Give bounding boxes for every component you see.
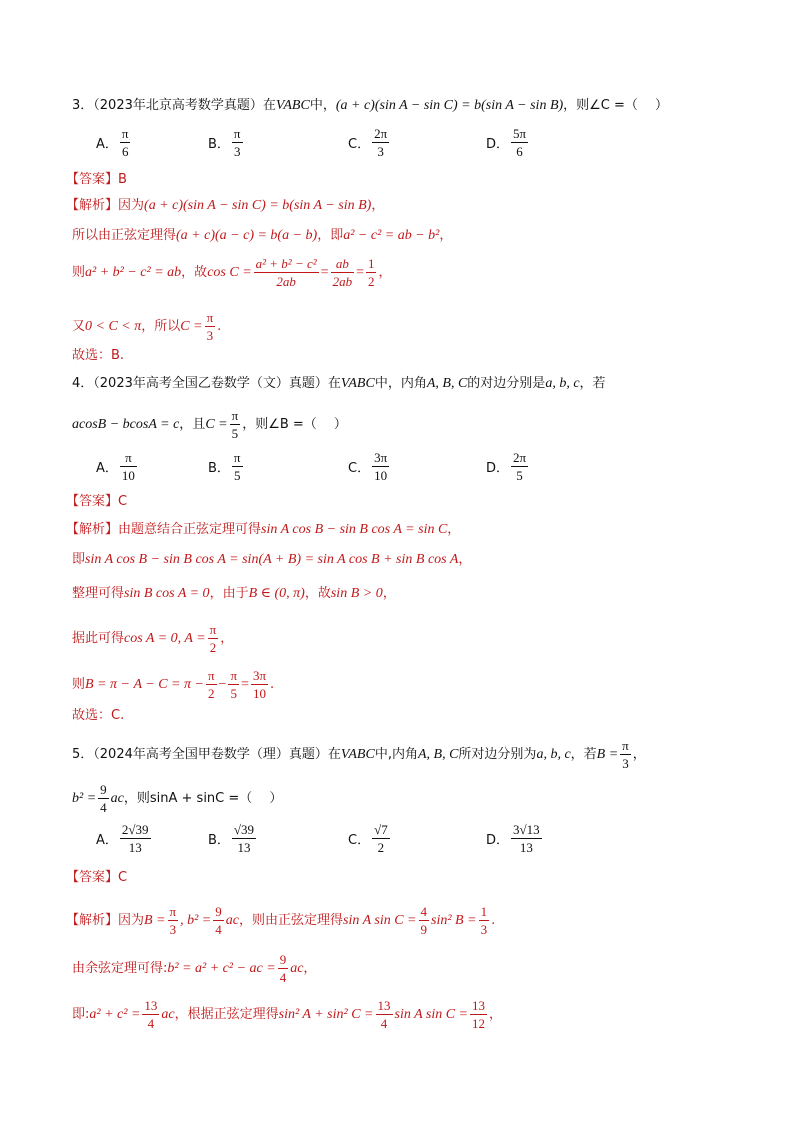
q4-analysis-4: 据此可得cos A = 0, A = $\frac{\pi}{2}$ ，: [72, 622, 234, 655]
q5-analysis-2: 由余弦定理可得:b² = a² + c² − ac = $\frac{9}{4}$ ac，: [72, 952, 317, 985]
option-label: A．: [96, 461, 118, 476]
option-label: D．: [486, 137, 510, 152]
q3-analysis-1: 【解析】因为(a + c)(sin A − sin C) = b(sin A − sin B)，: [66, 198, 385, 213]
q3-ask: ，则∠C =（ ）: [563, 98, 669, 113]
q3-option-b[interactable]: [208, 126, 245, 159]
q4-analysis-3: 整理可得sin B cos A = 0，由于B ∈ (0, π)，故sin B > 0，: [72, 586, 396, 601]
option-label: D．: [486, 833, 510, 848]
option-label: C．: [348, 461, 371, 476]
q5-option-a[interactable]: [96, 822, 153, 855]
option-frac: $\frac{2√39}{13}$: [121, 822, 149, 855]
option-frac: $\frac{3\pi}{10}$: [374, 450, 388, 483]
q4-analysis-1: 【解析】由题意结合正弦定理可得sin A cos B − sin B cos A = sin C，: [66, 522, 461, 537]
option-label: C．: [348, 833, 371, 848]
q3-stem: [72, 96, 668, 116]
q3-analysis-2: 所以由正弦定理得(a + c)(a − c) = b(a − b)，即a² − c² = ab − b²，: [72, 228, 453, 243]
q3-option-d[interactable]: [486, 126, 530, 159]
option-frac: $\frac{√7}{2}$: [374, 822, 388, 855]
q3-analysis-3: 则a² + b² − c² = ab，故cos C = $\frac{\text{a² + b² − c²}}{2ab}$ = $\frac{ab}{2ab}$ = $\frac{1}{2}$ ，: [72, 256, 392, 289]
option-label: C．: [348, 137, 371, 152]
q4-stem-1: 4．（2023年高考全国乙卷数学（文）真题）在VABC中，内角A, B, C的对边分别是a, b, c，若: [72, 376, 606, 391]
q4-option-c[interactable]: [348, 450, 391, 483]
option-label: A．: [96, 833, 118, 848]
q5-analysis-1: 【解析】因为B = $\frac{\pi}{3}$ , b² = $\frac{9}{4}$ ac，则由正弦定理得sin A sin C = $\frac{4}{9}$ sin² B = $\frac{1}{3}$ .: [66, 904, 496, 937]
option-frac: $\frac{\pi}{5}$: [233, 450, 241, 483]
option-label: B．: [208, 461, 230, 476]
q5-stem-1: 5．（2024年高考全国甲卷数学（理）真题）在VABC中,内角A, B, C所对边分别为a, b, c，若B = $\frac{\pi}{3}$ ，: [72, 738, 646, 771]
q3-option-a[interactable]: [96, 126, 132, 159]
q5-analysis-3: 即:a² + c² = $\frac{13}{4}$ ac，根据正弦定理得sin² A + sin² C = $\frac{13}{4}$ sin A sin C = $\frac{13}{12}$ ，: [72, 998, 503, 1031]
q5-answer: 【答案】C: [66, 870, 128, 885]
option-frac: $\frac{\pi}{6}$: [121, 126, 129, 159]
q3-mid: 中，: [309, 98, 336, 113]
q5-stem-2: b² = $\frac{9}{4}$ ac，则sinA + sinC =（ ）: [72, 782, 283, 815]
q3-source: 3．（2023年北京高考数学真题）在: [72, 98, 276, 113]
option-frac: $\frac{\pi}{10}$: [121, 450, 135, 483]
q4-option-d[interactable]: [486, 450, 530, 483]
option-frac: $\frac{2\pi}{5}$: [513, 450, 527, 483]
q4-option-b[interactable]: [208, 450, 245, 483]
q4-analysis-5: 则B = π − A − C = π − $\frac{\pi}{2}$ − $\frac{\pi}{5}$ = $\frac{3\pi}{10}$ .: [72, 668, 275, 701]
option-label: B．: [208, 137, 230, 152]
option-frac: $\frac{\pi}{3}$: [233, 126, 241, 159]
q3-option-c[interactable]: [348, 126, 391, 159]
option-label: B．: [208, 833, 230, 848]
option-frac: $\frac{5\pi}{6}$: [513, 126, 527, 159]
q5-option-b[interactable]: [208, 822, 258, 855]
q3-triangle: VABC: [275, 98, 310, 113]
q3-answer: 【答案】B: [66, 172, 127, 187]
q3-choose: 故选：B.: [72, 348, 125, 363]
q5-option-d[interactable]: [486, 822, 544, 855]
q5-option-c[interactable]: [348, 822, 392, 855]
q4-answer: 【答案】C: [66, 494, 128, 509]
q4-option-a[interactable]: [96, 450, 139, 483]
option-frac: $\frac{2\pi}{3}$: [374, 126, 388, 159]
q3-condition: (a + c)(sin A − sin C) = b(sin A − sin B): [335, 98, 564, 113]
q3-analysis-4: 又0 < C < π，所以C = $\frac{\pi}{3}$ .: [72, 310, 222, 343]
option-frac: $\frac{3√13}{13}$: [513, 822, 540, 855]
option-label: D．: [486, 461, 510, 476]
q4-stem-2: acosB − bcosA = c，且C = $\frac{\pi}{5}$ ，则∠B =（ ）: [72, 408, 347, 441]
option-label: A．: [96, 137, 118, 152]
q4-choose: 故选：C.: [72, 708, 125, 723]
q4-analysis-2: 即sin A cos B − sin B cos A = sin(A + B) = sin A cos B + sin B cos A，: [72, 552, 472, 567]
option-frac: $\frac{√39}{13}$: [233, 822, 255, 855]
